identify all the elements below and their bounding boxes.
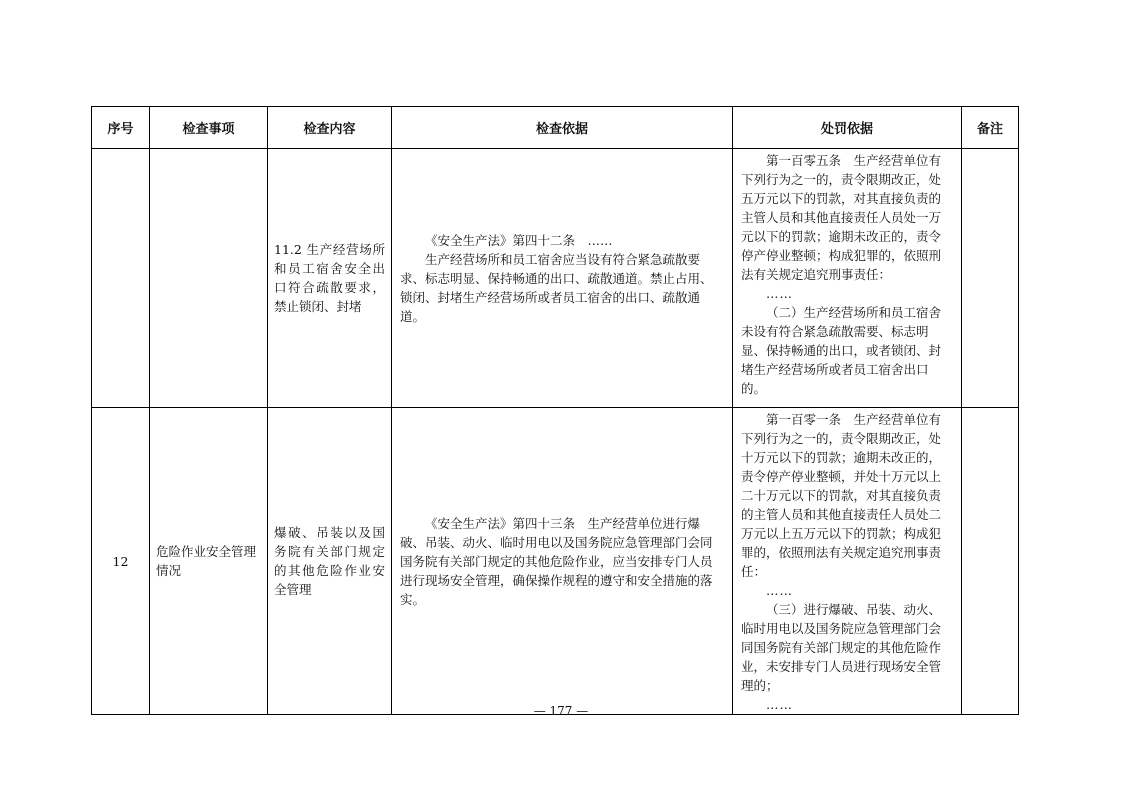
header-basis: 检查依据 bbox=[392, 107, 733, 149]
table-row bbox=[92, 408, 1019, 715]
row-no: 12 bbox=[92, 408, 150, 715]
table-header-row bbox=[92, 107, 1019, 149]
row-item: 危险作业安全管理情况 bbox=[150, 408, 268, 715]
header-item: 检查事项 bbox=[150, 107, 268, 149]
row-basis bbox=[392, 408, 733, 715]
basis-paragraph: 《安全生产法》第四十二条 …… bbox=[425, 232, 613, 248]
header-remark: 备注 bbox=[962, 107, 1019, 149]
basis-paragraph: 生产经营场所和员工宿舍应当设有符合紧急疏散要求、标志明显、保持畅通的出口、疏散通道。禁止占用、锁闭、封堵生产经营场所或者员工宿舍的出口、疏散通道。 bbox=[400, 251, 713, 324]
row-penalty bbox=[733, 408, 962, 715]
row-content: 11.2 生产经营场所和员工宿舍安全出口符合疏散要求，禁止锁闭、封堵 bbox=[268, 149, 392, 408]
penalty-paragraph: 第一百零一条 生产经营单位有下列行为之一的，责令限期改正，处十万元以下的罚款；逾期未改正的，责令停产停业整顿，并处十万元以上二十万元以下的罚款，对其直接负责的主管人员和其他直接责任人员处二万元以上五万元以下的罚款；构成犯罪的，依照刑法有关规定追究刑事责任： bbox=[741, 412, 942, 579]
header-no: 序号 bbox=[92, 107, 150, 149]
row-item bbox=[150, 149, 268, 408]
page-number: — 177 — bbox=[533, 704, 589, 718]
penalty-paragraph: （二）生产经营场所和员工宿舍未设有符合紧急疏散需要、标志明显、保持畅通的出口，或者锁闭、封堵生产经营场所或者员工宿舍出口的。 bbox=[741, 305, 942, 396]
penalty-ellipsis: …… bbox=[766, 286, 793, 301]
penalty-ellipsis: …… bbox=[766, 697, 793, 712]
header-content: 检查内容 bbox=[268, 107, 392, 149]
penalty-paragraph: 第一百零五条 生产经营单位有下列行为之一的，责令限期改正，处五万元以下的罚款，对其直接负责的主管人员和其他直接责任人员处一万元以下的罚款；逾期未改正的，责令停产停业整顿；构成犯罪的，依照刑法有关规定追究刑事责任： bbox=[741, 153, 942, 282]
penalty-ellipsis: …… bbox=[766, 583, 793, 598]
row-content: 爆破、吊装以及国务院有关部门规定的其他危险作业安全管理 bbox=[268, 408, 392, 715]
inspection-table bbox=[91, 106, 1019, 715]
row-basis bbox=[392, 149, 733, 408]
table-row bbox=[92, 149, 1019, 408]
row-no bbox=[92, 149, 150, 408]
row-remark bbox=[962, 149, 1019, 408]
penalty-paragraph: （三）进行爆破、吊装、动火、临时用电以及国务院应急管理部门会同国务院有关部门规定的其他危险作业，未安排专门人员进行现场安全管理的； bbox=[741, 602, 942, 693]
row-penalty bbox=[733, 149, 962, 408]
basis-paragraph: 《安全生产法》第四十三条 生产经营单位进行爆破、吊装、动火、临时用电以及国务院应急管理部门会同国务院有关部门规定的其他危险作业，应当安排专门人员进行现场安全管理，确保操作规程的遵守和安全措施的落实。 bbox=[400, 515, 713, 607]
row-remark bbox=[962, 408, 1019, 715]
header-penalty: 处罚依据 bbox=[733, 107, 962, 149]
